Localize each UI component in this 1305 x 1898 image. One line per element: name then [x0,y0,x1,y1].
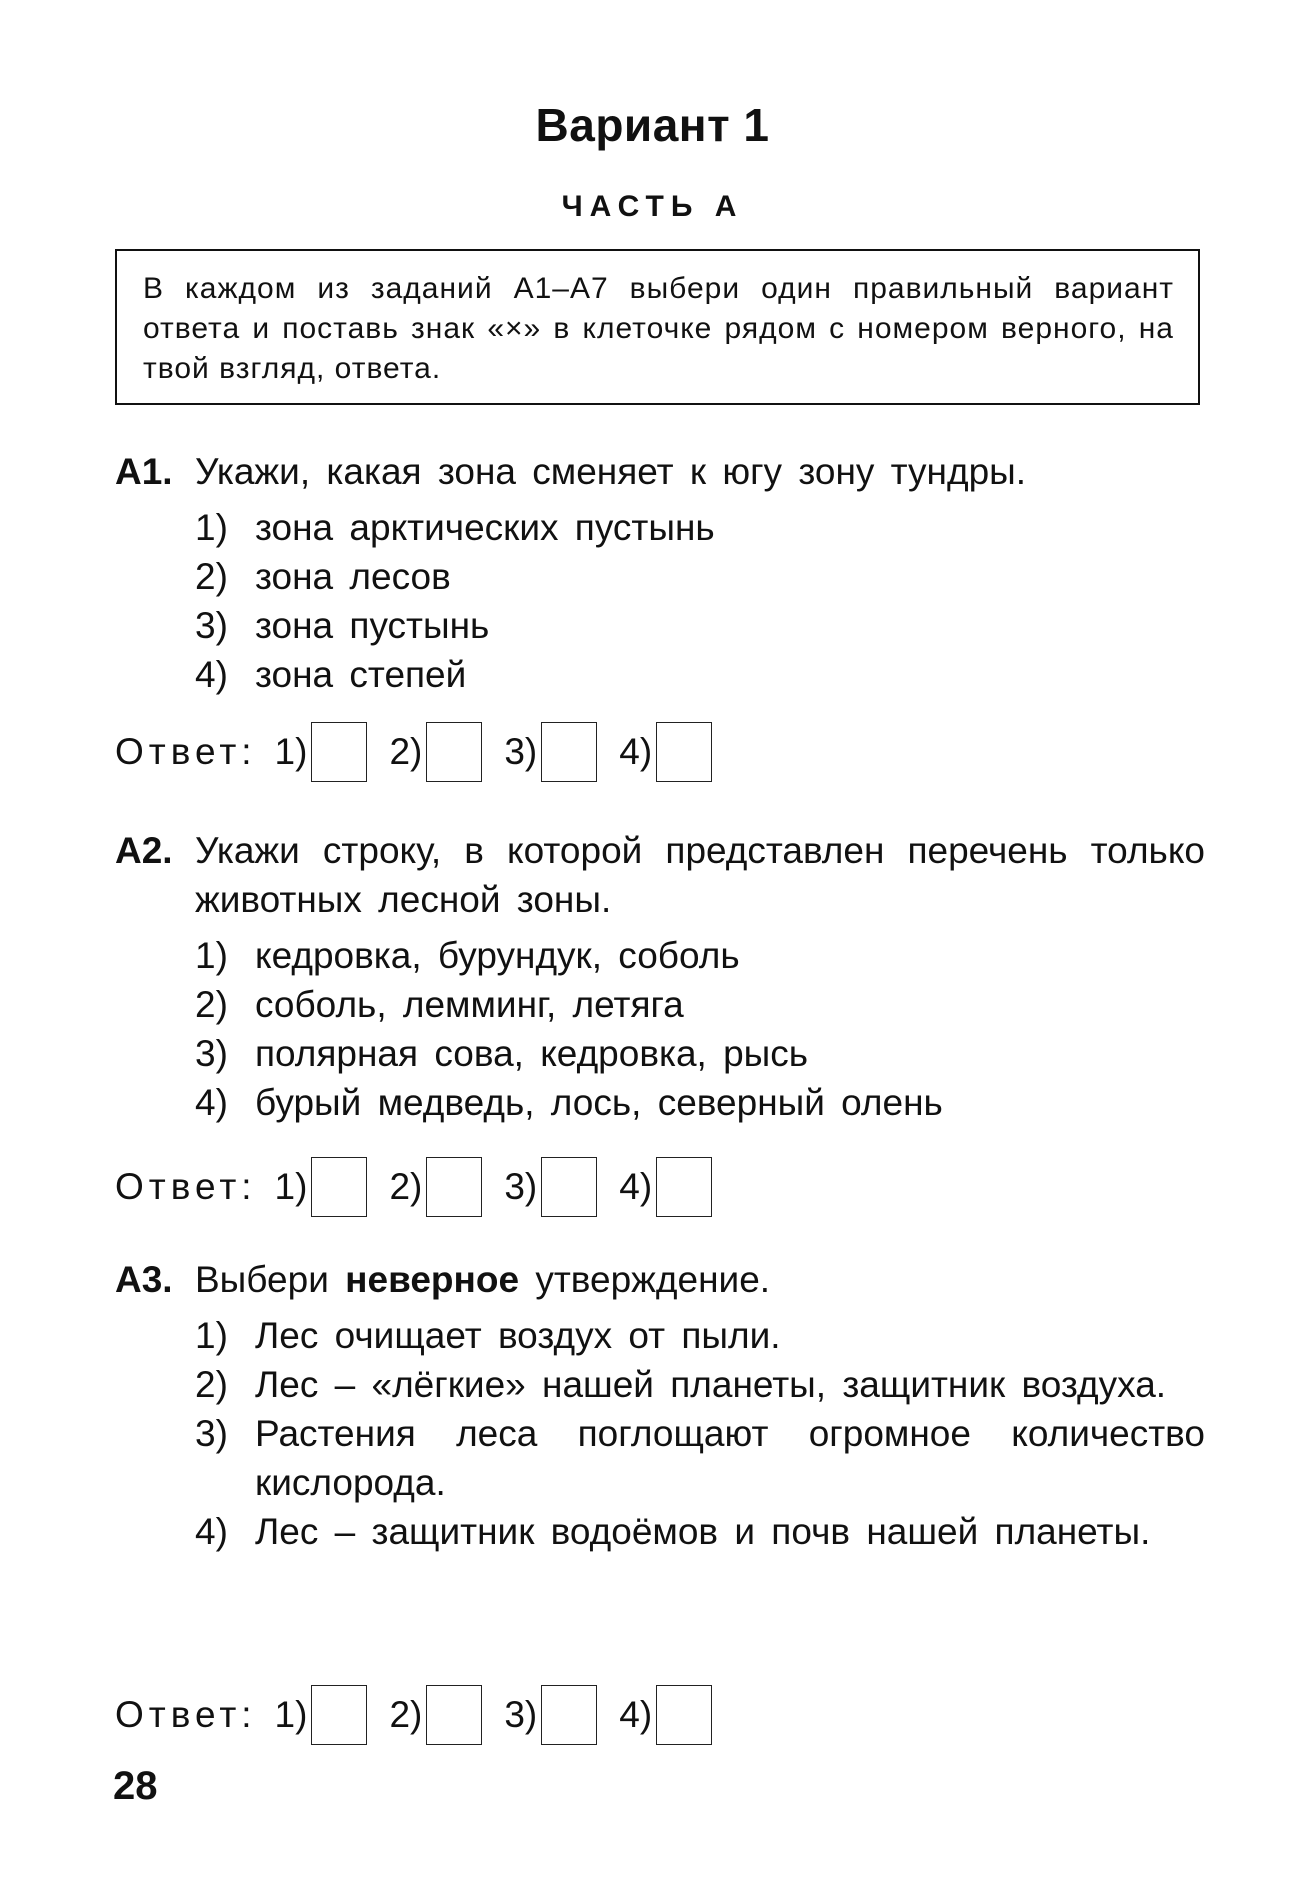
answer-option-number: 3) [504,1166,538,1207]
option-item [195,503,1205,552]
answer-checkbox-a1-1[interactable] [311,722,367,782]
option-item [195,931,1205,980]
answer-checkbox-a3-3[interactable] [541,1685,597,1745]
answer-checkbox-a3-2[interactable] [426,1685,482,1745]
question-text: Выбери неверное утверждение. [195,1259,771,1300]
answer-option-number: 2) [389,1694,423,1735]
question-text: Укажи строку, в которой представлен перечень только животных лесной зоны. [195,830,1205,920]
option-number: 2) [195,556,228,597]
answer-label: Ответ: [115,731,257,772]
option-number: 2) [195,984,228,1025]
answer-option-number: 4) [619,1166,653,1207]
answer-option-number: 1) [274,1166,308,1207]
question-number: А1. [115,451,173,492]
question-a3 [115,1255,1205,1556]
option-item [195,1311,1205,1360]
question-a2 [115,826,1205,1127]
option-item [195,1078,1205,1127]
answer-option-number: 2) [389,731,423,772]
option-item [195,980,1205,1029]
option-number: 2) [195,1364,228,1405]
option-text: Лес – защитник водоёмов и почв нашей планеты. [255,1511,1151,1552]
question-text: Укажи, какая зона сменяет к югу зону тундры. [195,451,1027,492]
option-text: бурый медведь, лось, северный олень [255,1082,943,1123]
answer-row-a3 [115,1683,734,1747]
answer-checkbox-a2-1[interactable] [311,1157,367,1217]
answer-checkbox-a1-2[interactable] [426,722,482,782]
answer-checkbox-a3-1[interactable] [311,1685,367,1745]
answer-option-number: 2) [389,1166,423,1207]
option-item [195,552,1205,601]
question-number: А3. [115,1259,173,1300]
option-number: 4) [195,1511,228,1552]
option-text: соболь, лемминг, летяга [255,984,684,1025]
question-number: А2. [115,830,173,871]
answer-option-number: 1) [274,731,308,772]
question-a1 [115,447,1205,699]
answer-checkbox-a1-4[interactable] [656,722,712,782]
option-item [195,601,1205,650]
option-text: кедровка, бурундук, соболь [255,935,740,976]
answer-checkbox-a3-4[interactable] [656,1685,712,1745]
emphasis-word: неверное [345,1259,520,1300]
option-number: 4) [195,1082,228,1123]
answer-option-number: 4) [619,731,653,772]
answer-row-a1 [115,720,734,784]
part-label: ЧАСТЬ А [561,190,744,223]
option-text: зона пустынь [255,605,490,646]
option-number: 3) [195,605,228,646]
variant-title: Вариант 1 [535,99,770,151]
option-number: 1) [195,935,228,976]
option-number: 1) [195,507,228,548]
option-text: Лес – «лёгкие» нашей планеты, защитник воздуха. [255,1364,1167,1405]
answer-checkbox-a1-3[interactable] [541,722,597,782]
page-number: 28 [113,1764,158,1808]
answer-checkbox-a2-2[interactable] [426,1157,482,1217]
answer-label: Ответ: [115,1166,257,1207]
option-number: 3) [195,1413,228,1454]
option-item [195,1029,1205,1078]
answer-label: Ответ: [115,1694,257,1735]
answer-option-number: 3) [504,731,538,772]
option-text: Растения леса поглощают огромное количество кислорода. [255,1413,1205,1503]
option-text: Лес очищает воздух от пыли. [255,1315,781,1356]
instruction-box: В каждом из заданий А1–А7 выбери один правильный вариант ответа и поставь знак «×» в клеточке рядом с номером верного, на твой взгляд, ответа. [115,249,1200,405]
option-number: 1) [195,1315,228,1356]
answer-row-a2 [115,1155,734,1219]
option-item [195,650,1205,699]
answer-checkbox-a2-3[interactable] [541,1157,597,1217]
option-item [195,1360,1205,1409]
answer-checkbox-a2-4[interactable] [656,1157,712,1217]
option-number: 3) [195,1033,228,1074]
option-text: зона лесов [255,556,451,597]
option-number: 4) [195,654,228,695]
option-text: зона арктических пустынь [255,507,715,548]
answer-option-number: 3) [504,1694,538,1735]
answer-option-number: 1) [274,1694,308,1735]
option-item [195,1507,1205,1556]
option-text: зона степей [255,654,467,695]
option-item [195,1409,1205,1507]
option-text: полярная сова, кедровка, рысь [255,1033,809,1074]
answer-option-number: 4) [619,1694,653,1735]
